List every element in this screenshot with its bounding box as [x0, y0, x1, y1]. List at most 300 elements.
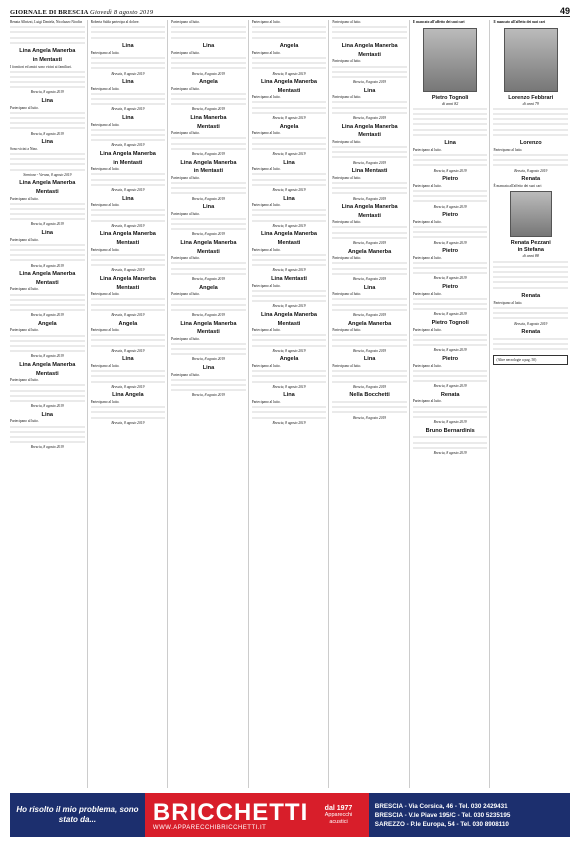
text-line: [10, 334, 85, 339]
obituary-notice: [10, 139, 85, 177]
notice-place-date: Brescia, 8 agosto 2019: [272, 268, 306, 273]
notice-heading: Pietro: [442, 212, 459, 219]
text-line: [332, 231, 407, 236]
text-line: [10, 298, 85, 303]
notice-text: Partecipano al lutto.: [332, 364, 362, 369]
notice-text: Partecipano al lutto.: [251, 203, 281, 208]
text-line: [252, 344, 327, 349]
obituary-notice: [413, 356, 488, 389]
text-line: [252, 172, 327, 177]
notice-place-date: Brescia, 8 agosto 2019: [111, 348, 145, 353]
notice-text: Partecipano al lutto.: [332, 139, 362, 144]
notice-text: Partecipano al lutto.: [332, 59, 362, 64]
obituary-notice: [10, 321, 85, 359]
text-line: [332, 400, 407, 405]
notice-place-date: Brescia, 8 agosto 2019: [514, 321, 548, 326]
text-line: [91, 410, 166, 415]
text-line: [252, 416, 327, 421]
text-line: [10, 41, 85, 46]
text-line: [252, 136, 327, 141]
text-line: [10, 126, 85, 131]
notice-place-date: Brescia, 8 agosto 2019: [30, 131, 64, 136]
obituary-notice: [91, 79, 166, 112]
text-line: [10, 152, 85, 157]
notice-place-date: Brescia, 8 agosto 2019: [272, 151, 306, 156]
notice-heading-line2: Mentasti: [116, 284, 140, 291]
notice-heading: Angela: [279, 356, 299, 363]
text-line: [171, 217, 246, 222]
obituary-notice: [171, 20, 246, 40]
obituary-notice: [10, 362, 85, 409]
notice-heading: Lina: [363, 284, 376, 291]
notice-heading: Lina: [363, 356, 376, 363]
text-line: [332, 272, 407, 277]
text-line: [91, 338, 166, 343]
notice-heading: Lina: [41, 139, 54, 146]
text-line: [332, 410, 407, 415]
notice-place-date: Brescia, 8 agosto 2019: [191, 71, 225, 76]
notice-place-date: Brescia, 8 agosto 2019: [111, 143, 145, 148]
notice-place-date: Brescia, 8 agosto 2019: [30, 90, 64, 95]
text-line: [10, 157, 85, 162]
text-line: [10, 202, 85, 207]
deceased-name: Pietro Tognoli: [431, 94, 469, 101]
text-line: [332, 181, 407, 186]
notice-heading: Angela: [37, 320, 57, 327]
notice-place-date: Brescia, 8 agosto 2019: [30, 404, 64, 409]
notice-text: Partecipano al lutto.: [251, 167, 281, 172]
obituary-notice: [332, 321, 407, 354]
obituary-notice: [171, 240, 246, 282]
notice-heading: Lina Angela Manerba: [341, 123, 398, 130]
text-line: [10, 212, 85, 217]
notice-heading-line2: Mentasti: [277, 87, 301, 94]
notice-heading: Lina Angela Manerba: [99, 150, 156, 157]
notice-place-date: Brescia, 8 agosto 2019: [30, 222, 64, 227]
notice-heading: Lina Manerba: [190, 115, 227, 122]
notice-heading: Lina: [363, 87, 376, 94]
notice-text: Partecipano al lutto.: [332, 20, 362, 24]
text-line: [171, 186, 246, 191]
notice-heading: Lina Angela Manerba: [99, 275, 156, 282]
notice-heading: Lina Mentasti: [271, 275, 307, 282]
text-line: [91, 416, 166, 421]
text-line: [332, 100, 407, 105]
text-line: [332, 111, 407, 116]
text-line: [171, 261, 246, 266]
notice-place-date: Brescia, 8 agosto 2019: [353, 384, 387, 389]
text-line: [493, 347, 568, 352]
portrait-photo: [504, 28, 558, 92]
notice-text: È mancato all'affetto dei suoi cari: [493, 20, 546, 24]
notice-place-date: Brescia, 8 agosto 2019: [30, 445, 64, 450]
text-line: [332, 236, 407, 241]
notice-place-date: Brescia, 8 agosto 2019: [111, 384, 145, 389]
notice-text: Partecipano al lutto.: [171, 211, 200, 216]
text-line: [171, 142, 246, 147]
notice-heading-line2: in Mentasti: [193, 168, 224, 175]
text-line: [332, 297, 407, 302]
obituary-notice: [413, 392, 488, 425]
notice-text: Partecipano al lutto.: [412, 363, 442, 368]
obituary-notice: [413, 284, 488, 317]
notice-text: Partecipano al lutto.: [251, 399, 281, 404]
text-line: [171, 30, 246, 35]
text-line: [413, 189, 488, 194]
text-line: [413, 338, 488, 343]
text-line: [252, 56, 327, 61]
text-line: [171, 227, 246, 232]
notice-place-date: Brescia, 8 agosto 2019: [433, 450, 467, 455]
obituary-notice: [252, 392, 327, 425]
obituary-notice: [493, 176, 568, 290]
ad-address-2: BRESCIA - V.le Piave 195/C - Tel. 030 5235195: [374, 811, 511, 819]
text-line: [252, 142, 327, 147]
notice-place-date: Brescia, 8 agosto 2019: [111, 71, 145, 76]
notice-place-date: Brescia, 8 agosto 2019: [272, 116, 306, 121]
text-line: [171, 342, 246, 347]
notice-text: Partecipano al lutto.: [10, 378, 39, 383]
notice-heading: Lina Angela Manerba: [341, 204, 398, 211]
text-line: [91, 208, 166, 213]
obituary-notice: [493, 293, 568, 326]
obituary-notice: [10, 48, 85, 95]
text-line: [252, 294, 327, 299]
text-line: [91, 102, 166, 107]
notice-text: Partecipano al lutto.: [171, 86, 200, 91]
notice-heading-line2: Mentasti: [35, 370, 59, 377]
notice-text: Partecipano al lutto.: [332, 292, 362, 297]
column-1: [10, 20, 88, 788]
text-line: [332, 25, 407, 30]
text-line: [10, 394, 85, 399]
notice-text: Partecipano al lutto.: [412, 147, 442, 152]
text-line: [171, 383, 246, 388]
text-line: [171, 66, 246, 71]
text-line: [171, 303, 246, 308]
notice-place-date: Brescia, 8 agosto 2019: [111, 107, 145, 112]
column-2: [91, 20, 169, 788]
obituary-notice: [171, 43, 246, 76]
obituary-notice: [171, 204, 246, 237]
notice-text: Partecipano al lutto.: [332, 175, 362, 180]
notice-heading: Pietro: [442, 284, 459, 291]
notice-heading: Lina Angela Manerba: [99, 231, 156, 238]
notice-text: Partecipano al lutto.: [90, 203, 120, 208]
text-line: [332, 155, 407, 160]
deceased-name: in Stefana: [517, 247, 544, 254]
notice-text: Partecipano al lutto.: [171, 20, 200, 24]
text-line: [493, 260, 568, 265]
notice-heading: Nella Bocchetti: [349, 392, 390, 399]
text-line: [10, 75, 85, 80]
text-line: [252, 208, 327, 213]
text-line: [171, 136, 246, 141]
ad-website[interactable]: WWW.APPARECCHIBRICCHETTI.IT: [152, 824, 267, 831]
obituary-notice: [171, 115, 246, 157]
notice-text: Partecipano al lutto.: [412, 327, 442, 332]
notice-heading: Lina: [122, 43, 134, 50]
text-line: [252, 374, 327, 379]
text-line: [91, 380, 166, 385]
text-line: [252, 299, 327, 304]
notice-heading-line2: Mentasti: [35, 188, 59, 195]
text-line: [171, 147, 246, 152]
notice-place-date: Brescia, 8 agosto 2019: [272, 187, 306, 192]
notice-place-date: Brescia, 8 agosto 2019: [353, 160, 387, 165]
text-line: [10, 36, 85, 41]
text-line: [252, 410, 327, 415]
notice-text: Partecipano al lutto.: [493, 147, 523, 152]
text-line: [413, 158, 488, 163]
obituary-notice: [10, 98, 85, 136]
text-line: [332, 191, 407, 196]
obituary-notice: [171, 285, 246, 318]
text-line: [10, 425, 85, 430]
text-line: [252, 61, 327, 66]
ad-since: dal 1977: [324, 804, 353, 812]
text-line: [252, 147, 327, 152]
notice-heading: Lina: [283, 159, 295, 166]
text-line: [332, 380, 407, 385]
text-line: [91, 56, 166, 61]
notice-place-date: Brescia, 8 agosto 2019: [353, 276, 387, 281]
text-line: [10, 243, 85, 248]
issue-date: Giovedì 8 agosto 2019: [90, 9, 154, 16]
notice-place-date: Brescia, 8 agosto 2019: [272, 384, 306, 389]
text-line: [91, 258, 166, 263]
text-line: [493, 107, 568, 112]
obituary-notice: [10, 412, 85, 450]
text-line: [91, 66, 166, 71]
notice-text: Partecipano al lutto.: [412, 399, 442, 404]
notice-heading: Lina: [41, 411, 54, 418]
text-line: [91, 183, 166, 188]
obituary-notice: [332, 20, 407, 40]
text-line: [413, 117, 488, 122]
text-line: [252, 106, 327, 111]
notice-text: Partecipano al lutto.: [493, 300, 523, 305]
ad-slogan: Ho risolto il mio problema, sono stato da...: [10, 793, 145, 837]
text-line: [10, 258, 85, 263]
text-line: [413, 128, 488, 133]
text-line: [332, 308, 407, 313]
notice-text: Roberta Salda partecipa al dolore.: [90, 20, 140, 24]
obituary-notice: [332, 43, 407, 85]
text-line: [332, 374, 407, 379]
text-line: [413, 199, 488, 204]
text-line: [10, 440, 85, 445]
text-line: [413, 266, 488, 271]
notice-place-date: Brescia, 8 agosto 2019: [353, 116, 387, 121]
obituary-notice: [10, 230, 85, 268]
obituary-notice: [413, 176, 488, 209]
notice-heading: Bruno Bernardinis: [425, 427, 475, 434]
text-line: [171, 191, 246, 196]
notice-heading: Lina: [122, 79, 134, 86]
notice-text: Sono vicini a Nino.: [10, 146, 38, 151]
text-line: [493, 280, 568, 285]
notice-place-date: Brescia, 8 agosto 2019: [272, 71, 306, 76]
text-line: [91, 308, 166, 313]
notice-heading-line2: Mentasti: [197, 123, 220, 130]
text-line: [493, 158, 568, 163]
obituary-notice: [332, 356, 407, 389]
page-number: 49: [559, 6, 570, 16]
notice-place-date: Brescia, 8 agosto 2019: [353, 196, 387, 201]
portrait-photo: [423, 28, 477, 92]
obituary-notice: [171, 79, 246, 112]
notice-text: Partecipano al lutto.: [171, 50, 200, 55]
notice-text: Partecipano al lutto.: [332, 256, 362, 261]
notice-heading-line2: in Mentasti: [32, 56, 62, 63]
notice-heading: Renata: [521, 176, 541, 183]
obituary-notice: [252, 231, 327, 273]
text-line: [252, 258, 327, 263]
obituary-notice: [413, 20, 488, 137]
text-line: [413, 379, 488, 384]
notice-text: Partecipano al lutto.: [412, 183, 442, 188]
notice-heading: Lina Angela Manerba: [19, 362, 76, 368]
text-line: [91, 61, 166, 66]
text-line: [332, 344, 407, 349]
text-line: [332, 333, 407, 338]
obituary-notice: [91, 231, 166, 273]
obituary-notice: [252, 312, 327, 354]
notice-text: Partecipano al lutto.: [251, 95, 281, 100]
obituary-notice: [10, 180, 85, 227]
notice-text: Partecipano al lutto.: [10, 287, 39, 292]
text-line: [493, 133, 568, 138]
text-line: [413, 369, 488, 374]
text-line: [332, 338, 407, 343]
obituary-notice: [91, 356, 166, 389]
text-line: [413, 225, 488, 230]
notice-heading: Lina Angela Manerba: [19, 180, 76, 187]
notice-heading: Pietro: [442, 248, 459, 255]
notice-text: Partecipano al lutto.: [251, 20, 281, 24]
notice-text: È mancata all'affetto dei suoi cari: [493, 183, 542, 188]
obituary-notice: [10, 271, 85, 318]
notice-heading: Lorenzo: [519, 140, 542, 147]
text-line: [252, 213, 327, 218]
text-line: [10, 430, 85, 435]
obituary-notice: [252, 356, 327, 389]
ad-address-3: SAREZZO - P.le Europa, 54 - Tel. 030 8908110: [374, 820, 509, 828]
notice-place-date: Brescia, 8 agosto 2019: [272, 304, 306, 309]
notice-text: Partecipano al lutto.: [10, 105, 39, 110]
text-line: [493, 153, 568, 158]
obituary-notice: [493, 20, 568, 137]
notice-text: Partecipano al lutto.: [251, 50, 281, 55]
text-line: [413, 374, 488, 379]
deceased-name: Lorenzo Febbrari: [508, 94, 554, 101]
text-line: [413, 302, 488, 307]
notice-heading: Lina: [41, 230, 54, 237]
notice-heading-line2: Mentasti: [358, 212, 381, 219]
text-line: [91, 97, 166, 102]
portrait-photo: [510, 191, 552, 237]
text-line: [493, 337, 568, 342]
deceased-age: di anni 82: [442, 100, 459, 106]
column-6: [413, 20, 491, 788]
notice-text: Partecipano al lutto.: [90, 399, 120, 404]
obituary-notice: [413, 320, 488, 353]
notice-place-date: Brescia, 8 agosto 2019: [191, 357, 225, 362]
text-line: [91, 178, 166, 183]
text-line: [91, 133, 166, 138]
obituary-columns: [10, 20, 570, 788]
text-line: [10, 116, 85, 121]
text-line: [493, 311, 568, 316]
text-line: [252, 36, 327, 41]
notice-heading: Lina: [122, 115, 134, 122]
notice-text: Partecipano al lutto.: [90, 247, 120, 252]
obituary-notice: [332, 168, 407, 201]
obituary-notice: [493, 329, 568, 365]
notice-heading: Lina: [202, 43, 215, 50]
notice-heading: Lina: [444, 140, 456, 147]
obituary-notice: [91, 196, 166, 229]
text-line: [252, 380, 327, 385]
notice-heading: Lina Mentasti: [351, 168, 388, 175]
notice-place-date: Brescia, 8 agosto 2019: [191, 312, 225, 317]
notice-text: Partecipano al lutto.: [412, 255, 442, 260]
notice-place-date: Brescia, 8 agosto 2019: [191, 151, 225, 156]
text-line: [171, 36, 246, 41]
notice-heading: Lina Angela Manerba: [180, 320, 237, 327]
notice-text: Partecipano al lutto.: [171, 372, 200, 377]
text-line: [91, 219, 166, 224]
text-line: [493, 316, 568, 321]
obituary-notice: [332, 285, 407, 318]
notice-heading: Lina: [283, 195, 295, 202]
notice-heading: Lina Angela Manerba: [260, 311, 318, 318]
column-7: [493, 20, 570, 788]
notice-heading: Pietro: [442, 176, 459, 183]
notice-place-date: Brescia, 8 agosto 2019: [353, 415, 387, 420]
deceased-name-block: [493, 95, 568, 107]
text-line: [413, 405, 488, 410]
text-line: [10, 248, 85, 253]
text-line: [91, 297, 166, 302]
notice-text: Partecipano al lutto.: [332, 95, 362, 100]
text-line: [413, 107, 488, 112]
text-line: [91, 369, 166, 374]
obituary-notice: [413, 212, 488, 245]
notice-heading: Lina: [122, 356, 134, 363]
advertisement-banner[interactable]: [10, 793, 570, 837]
notice-heading-line2: Mentasti: [358, 132, 381, 139]
notice-place-date: Brescia, 8 agosto 2019: [433, 312, 467, 317]
notice-heading: Lina Angela Manerba: [341, 43, 398, 50]
text-line: [413, 230, 488, 235]
notice-heading: Lina: [202, 365, 215, 372]
notice-place-date: Brescia, 8 agosto 2019: [191, 393, 225, 398]
text-line: [332, 36, 407, 41]
obituary-notice: [91, 321, 166, 354]
notice-heading-line2: Mentasti: [358, 51, 381, 58]
text-line: [493, 275, 568, 280]
obituary-notice: [252, 160, 327, 193]
text-line: [10, 435, 85, 440]
obituary-notice: [252, 196, 327, 229]
deceased-age: di anni 79: [522, 100, 539, 106]
text-line: [252, 66, 327, 71]
obituary-notice: [91, 115, 166, 148]
text-line: [91, 303, 166, 308]
notice-text: Partecipano al lutto.: [332, 328, 362, 333]
